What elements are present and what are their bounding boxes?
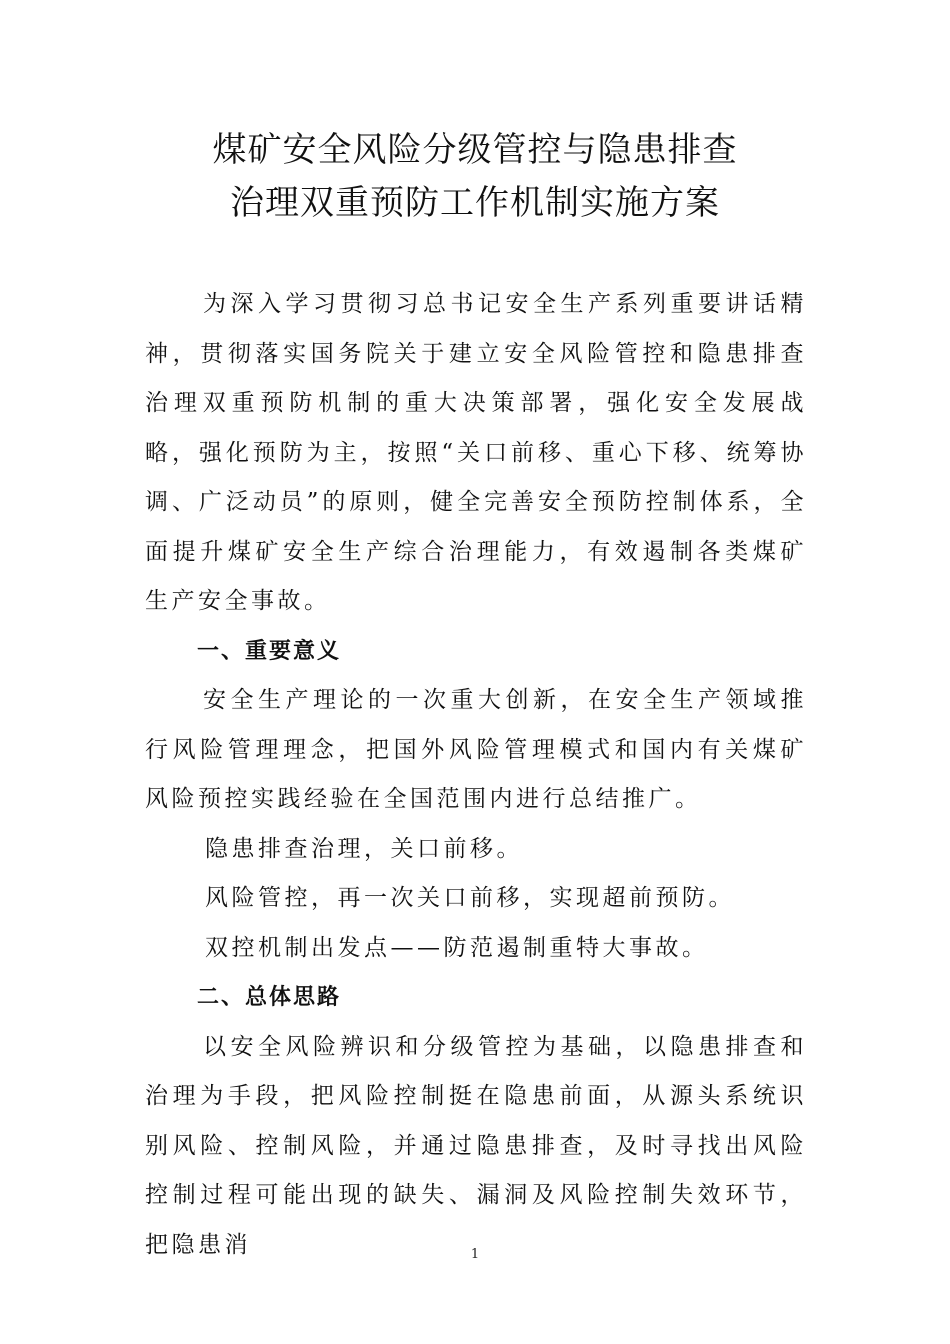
- significance-paragraph: 安全生产理论的一次重大创新，在安全生产领域推行风险管理理念，把国外风险管理模式和国内有关煤矿风险预控实践经验在全国范围内进行总结推广。: [145, 687, 807, 812]
- significance-line-1: 隐患排查治理，关口前移。: [205, 835, 523, 862]
- document-title-line-1: 煤矿安全风险分级管控与隐患排查: [212, 130, 738, 170]
- overall-approach-paragraph: 以安全风险辨识和分级管控为基础，以隐患排查和治理为手段，把风险控制挺在隐患前面，从源头系统识别风险、控制风险，并通过隐患排查，及时寻找出风险控制过程可能出现的缺失、漏洞及风险控制失效环节，把隐患消: [145, 1033, 807, 1258]
- page-number: 1: [470, 1247, 480, 1262]
- section-heading-overall-approach: 二、总体思路: [197, 985, 342, 1010]
- document-body: [145, 280, 807, 1270]
- significance-line-3: 双控机制出发点——防范遏制重特大事故。: [205, 934, 709, 961]
- section-heading-significance: 一、重要意义: [197, 638, 342, 664]
- significance-line-2: 风险管控，再一次关口前移，实现超前预防。: [205, 885, 735, 911]
- intro-paragraph: 为深入学习贯彻习总书记安全生产系列重要讲话精神，贯彻落实国务院关于建立安全风险管控和隐患排查治理双重预防机制的重大决策部署，强化安全发展战略，强化预防为主，按照“关口前移、重心下移、统筹协调、广泛动员”的原则，健全完善安全预防控制体系，全面提升煤矿安全生产综合治理能力，有效遏制各类煤矿生产安全事故。: [145, 291, 807, 614]
- document-title-line-2: 治理双重预防工作机制实施方案: [230, 183, 720, 223]
